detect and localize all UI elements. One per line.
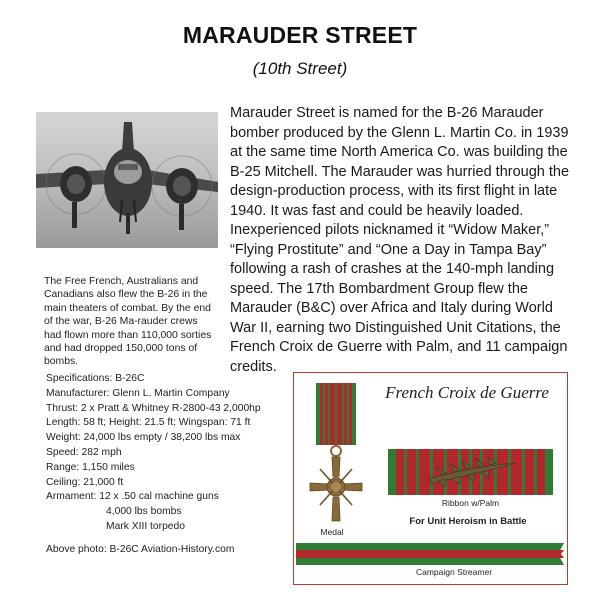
croix-de-guerre-panel <box>293 372 568 585</box>
ribbon-label: Ribbon w/Palm <box>441 498 500 508</box>
photo-credit: Above photo: B-26C Aviation-History.com <box>46 543 235 555</box>
spec-line: Specifications: B-26C <box>46 373 145 384</box>
spec-line: Speed: 282 mph <box>46 446 122 458</box>
main-paragraph: Marauder Street is named for the B-26 Marauder bomber produced by the Glenn L. Martin Co. in 1939 at the same time North America Co. was building the B-25 Mitchell. The Marauder was hurried through the design-production process, with its first flight in late 1940. It was fast and could be heavily loaded. Inexperienced pilots nicknamed it “Widow Maker,” “Flying Prostitute” and “One a Day in Tampa Bay” following a rash of crashes at the 140-mph landing speed. The 17th Bombardment Group flew the Marauder (B&C) over Africa and Italy during World War II, earning two Distinguished Unit Citations, the French Croix de Guerre with Palm, and 11 campaign credits. <box>230 105 570 375</box>
b26-bomber-photo <box>36 112 218 248</box>
spec-line-indented: Mark XIII torpedo <box>106 520 185 532</box>
b26-bomber-photo-icon <box>36 112 218 248</box>
panel-title: French Croix de Guerre <box>385 383 549 402</box>
page-subtitle: (10th Street) <box>252 59 348 78</box>
spec-line: Weight: 24,000 lbs empty / 38,200 lbs max <box>46 432 241 444</box>
spec-line: Length: 58 ft; Height: 21.5 ft; Wingspan: 71 ft <box>46 417 251 429</box>
spec-line: Ceiling: 21,000 ft <box>46 476 124 488</box>
page-title: MARAUDER STREET <box>182 22 418 48</box>
ribbon-with-palm-icon <box>388 449 553 495</box>
spec-line: Armament: 12 x .50 cal machine guns <box>46 491 219 503</box>
spec-line: Thrust: 2 x Pratt & Whitney R-2800-43 2,000hp <box>46 402 261 414</box>
spec-line: Manufacturer: Glenn L. Martin Company <box>46 387 230 399</box>
specifications-block <box>46 372 306 558</box>
medal-label: Medal <box>320 527 344 537</box>
spec-line: Range: 1,150 miles <box>46 461 135 473</box>
spec-line-indented: 4,000 lbs bombs <box>106 506 182 518</box>
streamer-label: Campaign Streamer <box>415 567 493 577</box>
croix-de-guerre-medal-icon <box>306 381 366 527</box>
unit-heroism-text: For Unit Heroism in Battle <box>409 516 527 527</box>
campaign-streamer-icon <box>296 541 566 567</box>
photo-caption: The Free French, Australians and Canadians also flew the B-26 in the main theaters of combat. By the end of the war, B-26 Ma-rauder crews had flown more than 110,000 sorties and had dropped 150,000 tons of bombs. <box>44 276 212 368</box>
